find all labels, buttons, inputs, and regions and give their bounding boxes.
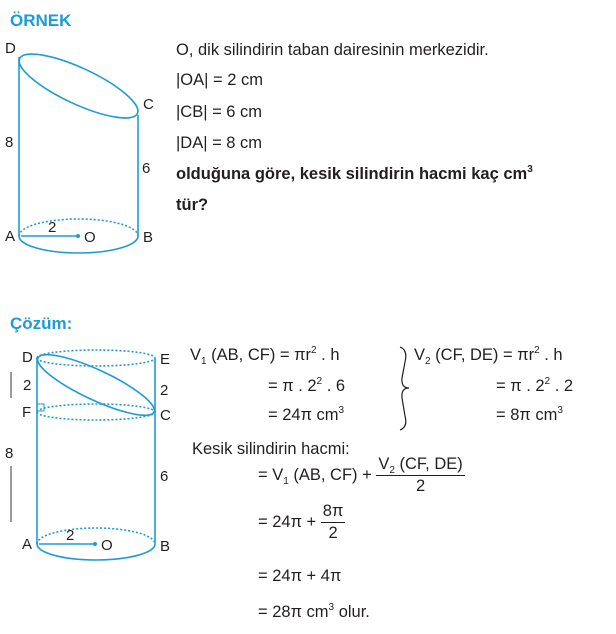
solution-label-d: D	[22, 349, 33, 366]
solution-cut-ellipse	[32, 344, 161, 425]
solution-label-df: 2	[23, 377, 32, 394]
solution-center-dot	[93, 542, 97, 546]
v1-step	[268, 377, 345, 396]
v1-tail: . h	[316, 346, 340, 364]
step1-mid: (AB, CF) +	[288, 465, 372, 484]
volume-step-4	[258, 603, 370, 622]
given-line: |DA| = 8 cm	[176, 134, 263, 152]
step1-numerator	[376, 455, 464, 476]
v2-tail: . h	[539, 346, 563, 364]
v1-step-text: = π . 2	[268, 377, 317, 395]
given-line: |CB| = 6 cm	[176, 103, 263, 121]
volume-title: Kesik silindirin hacmi:	[192, 440, 350, 458]
volume-step-1	[258, 455, 465, 496]
solution-label-a: A	[22, 536, 33, 553]
solution-bottom-front-arc	[37, 544, 155, 560]
v2-formula	[414, 346, 563, 365]
v1-step-tail: . 6	[322, 377, 346, 395]
v1-formula	[190, 346, 340, 365]
solution-top-back-arc	[37, 350, 155, 358]
given-line: O, dik silindirin taban dairesinin merkezidir.	[176, 41, 489, 59]
example-label-cb: 6	[142, 160, 151, 177]
v2-symbol: V	[414, 346, 426, 364]
step1-num-v: V	[378, 455, 390, 473]
question-sup: 3	[527, 164, 533, 175]
solution-label-c: C	[160, 407, 171, 424]
solution-bottom-back-arc	[37, 528, 155, 544]
example-label-oa: 2	[48, 219, 57, 236]
step2-numerator: 8π	[321, 502, 346, 523]
step4-sup: 3	[328, 602, 335, 613]
v1-sup: 2	[311, 345, 317, 356]
v2-step-sup: 2	[544, 376, 551, 387]
step1-sub: 1	[283, 475, 289, 487]
v2-result-sup: 3	[557, 405, 563, 416]
step4-lead: = 28π cm	[258, 603, 329, 621]
solution-label-ec: 2	[160, 382, 169, 399]
solution-cf-front-arc	[37, 412, 155, 420]
step2-lead: = 24π +	[258, 512, 317, 531]
solution-label-oa: 2	[66, 527, 75, 544]
example-label-c: C	[143, 96, 154, 113]
volume-step-3: = 24π + 4π	[258, 567, 342, 585]
v2-sup: 2	[534, 345, 540, 356]
v2-result	[496, 406, 563, 425]
solution-cf-back-arc	[37, 404, 155, 412]
solution-label-cb: 6	[160, 468, 169, 485]
v2-step-tail: . 2	[550, 377, 574, 395]
example-label-da: 8	[5, 134, 14, 151]
v1-result	[268, 406, 344, 425]
v1-result-sup: 3	[338, 405, 345, 416]
v2-sub: 2	[425, 356, 431, 367]
example-label-d: D	[5, 40, 16, 57]
v1-step-sup: 2	[316, 376, 323, 387]
step1-num-rest: (CF, DE)	[394, 455, 463, 473]
solution-label-o: O	[101, 537, 113, 554]
question-line-2: tür?	[176, 196, 209, 214]
step1-num-sub: 2	[389, 465, 395, 476]
v1-result-text: = 24π cm	[268, 406, 339, 424]
solution-brace	[400, 347, 409, 430]
example-label-a: A	[5, 228, 16, 245]
example-label-o: O	[84, 229, 96, 246]
step4-tail: olur.	[334, 603, 370, 621]
step1-denominator: 2	[415, 477, 426, 495]
v2-result-text: = 8π cm	[496, 406, 558, 424]
example-heading: ÖRNEK	[10, 11, 72, 30]
v1-symbol: V	[190, 346, 202, 364]
step1-fraction	[376, 455, 464, 496]
v2-step-text: = π . 2	[496, 377, 545, 395]
solution-label-b: B	[160, 538, 171, 555]
solution-label-fa: 8	[5, 445, 14, 462]
v2-arg: (CF, DE) = πr	[430, 346, 535, 364]
v1-arg: (AB, CF) = πr	[206, 346, 312, 364]
v2-step	[496, 377, 573, 396]
solution-label-e: E	[160, 351, 171, 368]
solution-top-front-arc	[37, 358, 155, 366]
question-text: olduğuna göre, kesik silindirin hacmi kaç cm	[176, 165, 528, 183]
step2-fraction	[321, 502, 346, 543]
given-line: |OA| = 2 cm	[176, 71, 263, 89]
volume-step-2	[258, 502, 345, 543]
step1-lead: = V	[258, 465, 284, 484]
solution-heading: Çözüm:	[10, 314, 73, 333]
solution-label-f: F	[22, 404, 32, 421]
v1-sub: 1	[201, 356, 207, 367]
example-label-b: B	[143, 229, 154, 246]
step2-denominator: 2	[328, 524, 338, 542]
